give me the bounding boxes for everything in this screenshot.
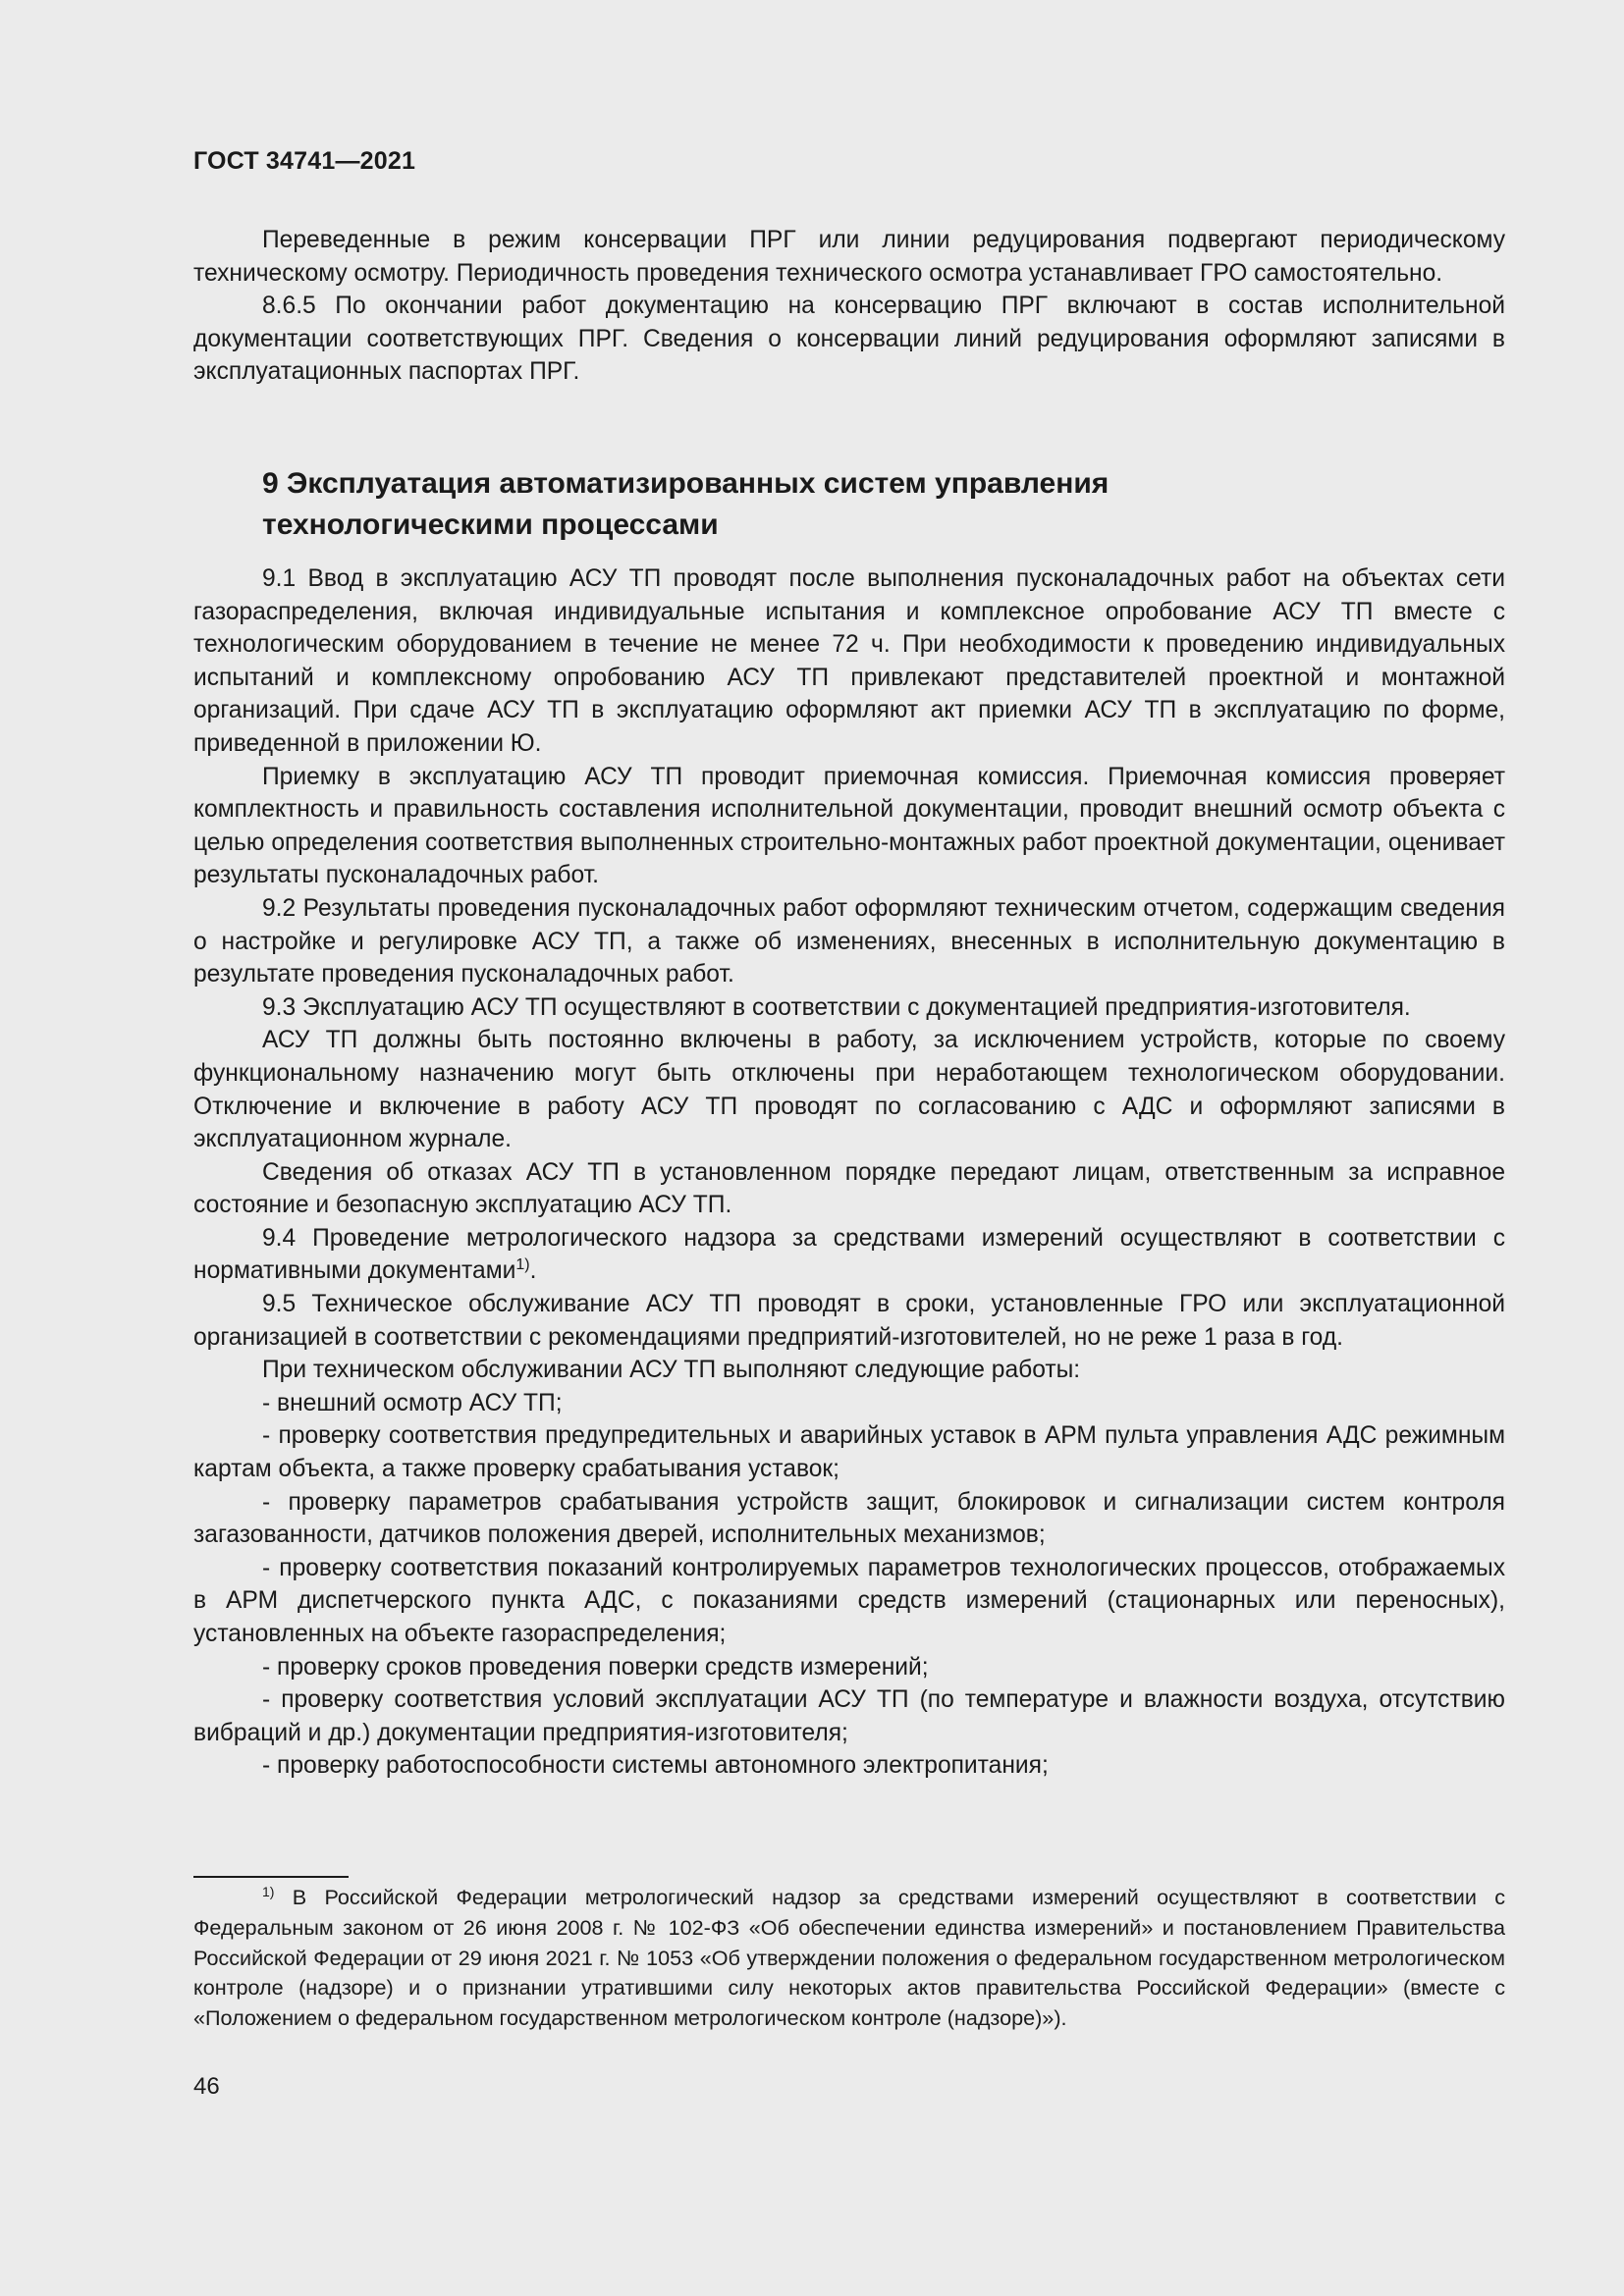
footnote-divider bbox=[193, 1876, 349, 1878]
paragraph-9-4 bbox=[193, 1222, 1505, 1288]
page-number: 46 bbox=[193, 2073, 220, 2100]
paragraph-works-intro: При техническом обслуживании АСУ ТП выполняют следующие работы: bbox=[262, 1357, 1081, 1384]
footnote-text: В Российской Федерации метрологический надзор за средствами измерений осуществляют в соответствии с Федеральным законом от 26 июня 2008 г. № 102-ФЗ «Об обеспечении единства измерений» и постановлением Правительства Российской Федерации от 29 июня 2021 г. № 1053 «Об утверждении положения о федеральном государственном метрологическом контроле (надзоре) и о признании утратившими силу некоторых актов правительства Российской Федерации» (вместе с «Положением о федеральном государственном метрологическом контроле (надзоре)»). bbox=[193, 1885, 1505, 2031]
paragraph-acceptance-commission: Приемку в эксплуатацию АСУ ТП проводит приемочная комиссия. Приемочная комиссия проверяет комплектность и правильность составления исполнительной документации, проводит внешний осмотр объекта с целью определения соответствия выполненных строительно-монтажных работ проектной документации, оценивает результаты пусконаладочных работ. bbox=[193, 763, 1505, 889]
document-code-header: ГОСТ 34741—2021 bbox=[193, 147, 416, 175]
paragraph-9-1: 9.1 Ввод в эксплуатацию АСУ ТП проводят после выполнения пусконаладочных работ на объектах сети газораспределения, включая индивидуальные испытания и комплексное опробование АСУ ТП вместе с технологическим оборудованием в течение не менее 72 ч. При необходимости к проведению индивидуальных испытаний и комплексному опробованию АСУ ТП привлекают представителей проектной и монтажной организаций. При сдаче АСУ ТП в эксплуатацию оформляют акт приемки АСУ ТП в эксплуатацию по форме, приведенной в приложении Ю. bbox=[193, 565, 1505, 757]
paragraph-9-2: 9.2 Результаты проведения пусконаладочных работ оформляют техническим отчетом, содержащим сведения о настройке и регулировке АСУ ТП, а также об изменениях, внесенных в исполнительную документацию в результате проведения пусконаладочных работ. bbox=[193, 894, 1505, 988]
paragraph-9-5: 9.5 Техническое обслуживание АСУ ТП проводят в сроки, установленные ГРО или эксплуатационной организацией в соответствии с рекомендациями предприятий-изготовителей, но не реже 1 раза в год. bbox=[193, 1291, 1505, 1351]
paragraph-9-4-end: . bbox=[529, 1257, 537, 1285]
footnote-1 bbox=[193, 1883, 1505, 2034]
paragraph-conservation-inspection: Переведенные в режим консервации ПРГ или линии редуцирования подвергают периодическому техническому осмотру. Периодичность проведения технического осмотра устанавливает ГРО самостоятельно. bbox=[193, 227, 1505, 287]
paragraph-8-6-5: 8.6.5 По окончании работ документацию на консервацию ПРГ включают в состав исполнительной документации соответствующих ПРГ. Сведения о консервации линий редуцирования оформляют записями в эксплуатационных паспортах ПРГ. bbox=[193, 293, 1505, 386]
list-item: - проверку соответствия условий эксплуатации АСУ ТП (по температуре и влажности воздуха, отсутствию вибраций и др.) документации предприятия-изготовителя; bbox=[193, 1686, 1505, 1746]
footnote-block bbox=[193, 1883, 1505, 2034]
list-item: - проверку работоспособности системы автономного электропитания; bbox=[262, 1752, 1049, 1780]
footnote-mark: 1) bbox=[262, 1883, 275, 1899]
section-heading-line-1: 9 Эксплуатация автоматизированных систем управления bbox=[262, 467, 1110, 500]
paragraph-9-3: 9.3 Эксплуатацию АСУ ТП осуществляют в соответствии с документацией предприятия-изготовителя. bbox=[262, 993, 1411, 1021]
footnote-reference-mark: 1) bbox=[515, 1256, 530, 1274]
paragraph-9-4-text: 9.4 Проведение метрологического надзора за средствами измерений осуществляют в соответствии с нормативными документами bbox=[193, 1224, 1505, 1285]
section-9-body bbox=[193, 562, 1505, 1783]
list-item: - проверку соответствия показаний контролируемых параметров технологических процессов, отображаемых в АРМ диспетчерского пункта АДС, с показаниями средств измерений (стационарных или переносных), установленных на объекте газораспределения; bbox=[193, 1554, 1505, 1647]
intro-text-block bbox=[193, 224, 1505, 389]
list-item: - проверку сроков проведения поверки средств измерений; bbox=[262, 1653, 929, 1681]
list-item: - внешний осмотр АСУ ТП; bbox=[262, 1389, 563, 1416]
list-item: - проверку параметров срабатывания устройств защит, блокировок и сигнализации систем контроля загазованности, датчиков положения дверей, исполнительных механизмов; bbox=[193, 1488, 1505, 1549]
paragraph-failures: Сведения об отказах АСУ ТП в установленном порядке передают лицам, ответственным за исправное состояние и безопасную эксплуатацию АСУ ТП. bbox=[193, 1158, 1505, 1219]
list-item: - проверку соответствия предупредительных и аварийных уставок в АРМ пульта управления АДС режимным картам объекта, а также проверку срабатывания уставок; bbox=[193, 1422, 1505, 1483]
section-9-heading bbox=[262, 463, 1440, 546]
paragraph-always-on: АСУ ТП должны быть постоянно включены в работу, за исключением устройств, которые по своему функциональному назначению могут быть отключены при неработающем технологическом оборудовании. Отключение и включение в работу АСУ ТП проводят по согласованию с АДС и оформляют записями в эксплуатационном журнале. bbox=[193, 1027, 1505, 1153]
section-heading-line-2: технологическими процессами bbox=[262, 508, 719, 541]
